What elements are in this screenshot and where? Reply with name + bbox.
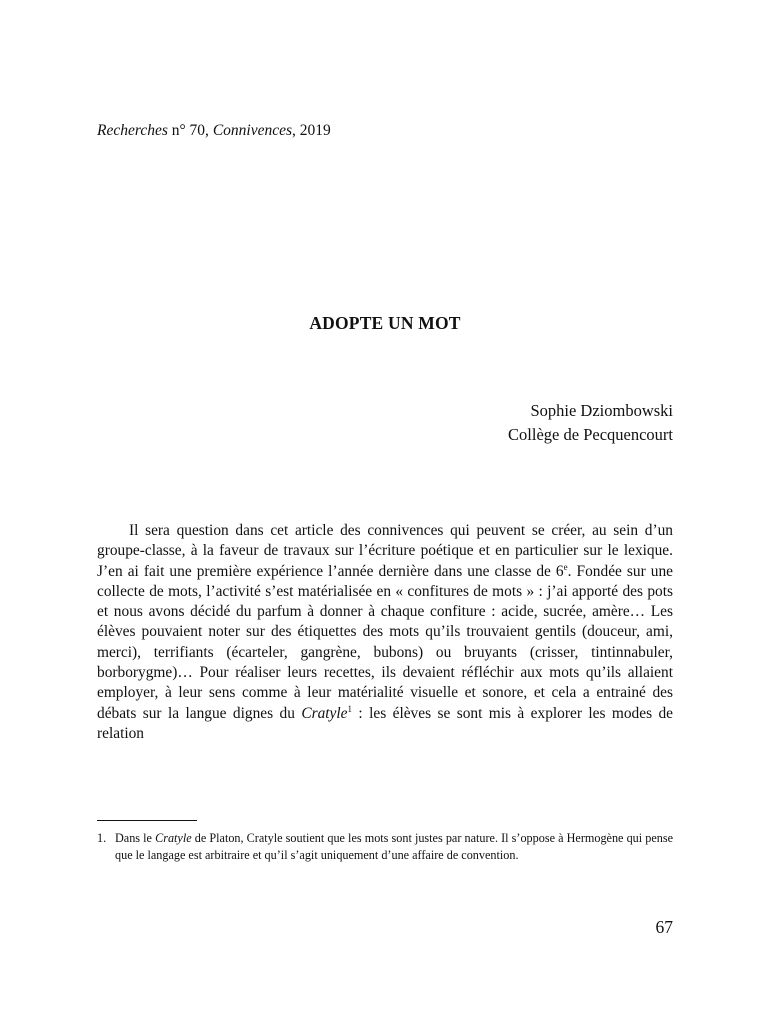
footnote-reference: 1 [347,703,352,714]
author-name: Sophie Dziombowski [530,401,673,420]
footnote-text [115,830,673,864]
author-affiliation: Collège de Pecquencourt [508,425,673,444]
footnote-text-segment: Dans le [115,831,156,845]
ordinal-superscript: e [563,561,568,572]
running-header [97,121,331,141]
issue-theme: Connivences [212,122,293,139]
body-text-segment: . Fondée sur une collecte de mots, l’activité s’est matérialisée en « confitures de mots » : j’ai apporté des pots et nous avons décidé du parfum à donner à chaque confiture : acide, sucrée, amère… Les élèves pouvaient noter sur des étiquettes des mots qu’ils trouvaient gentils (douceur, ami, merci), terrifiants (écarteler, gangrène, bubons) ou bruyants (crisser, tintinnabuler, borborygme)… Pour réaliser leurs recettes, ils devaient réfléchir aux mots qu’ils allaient employer, à leur sens comme à leur matérialité visuelle et sonore, et cela a entrainé des débats sur la langue dignes du [97,562,674,722]
body-text-segment: : les élèves se sont mis à explorer les modes de relation [97,704,674,742]
work-title: Cratyle [301,704,348,722]
footnote-text-segment: de Platon, Cratyle soutient que les mots sont justes par nature. Il s’oppose à Hermogène qui pense que le langage est arbitraire et qu’il s’agit uniquement d’une affaire de convention. [115,831,674,862]
body-text-segment: Il sera question dans cet article des connivences qui peuvent se créer, au sein d’un groupe-classe, à la faveur de travaux sur l’écriture poétique et en particulier sur le lexique. J’en ai fait une première expérience l’année dernière dans une classe de 6 [97,522,673,580]
footnote-number: 1. [97,831,107,845]
footnote-work-title: Cratyle [155,831,192,845]
footnote-separator [97,820,197,821]
publication-year: , 2019 [292,122,331,139]
issue-number: n° 70, [167,122,213,139]
author-block [508,399,673,447]
footnote [97,830,673,864]
journal-name: Recherches [97,122,168,139]
article-title: ADOPTE UN MOT [309,313,461,333]
article-body [97,521,673,744]
body-paragraph [97,521,673,744]
page-number: 67 [655,917,673,937]
